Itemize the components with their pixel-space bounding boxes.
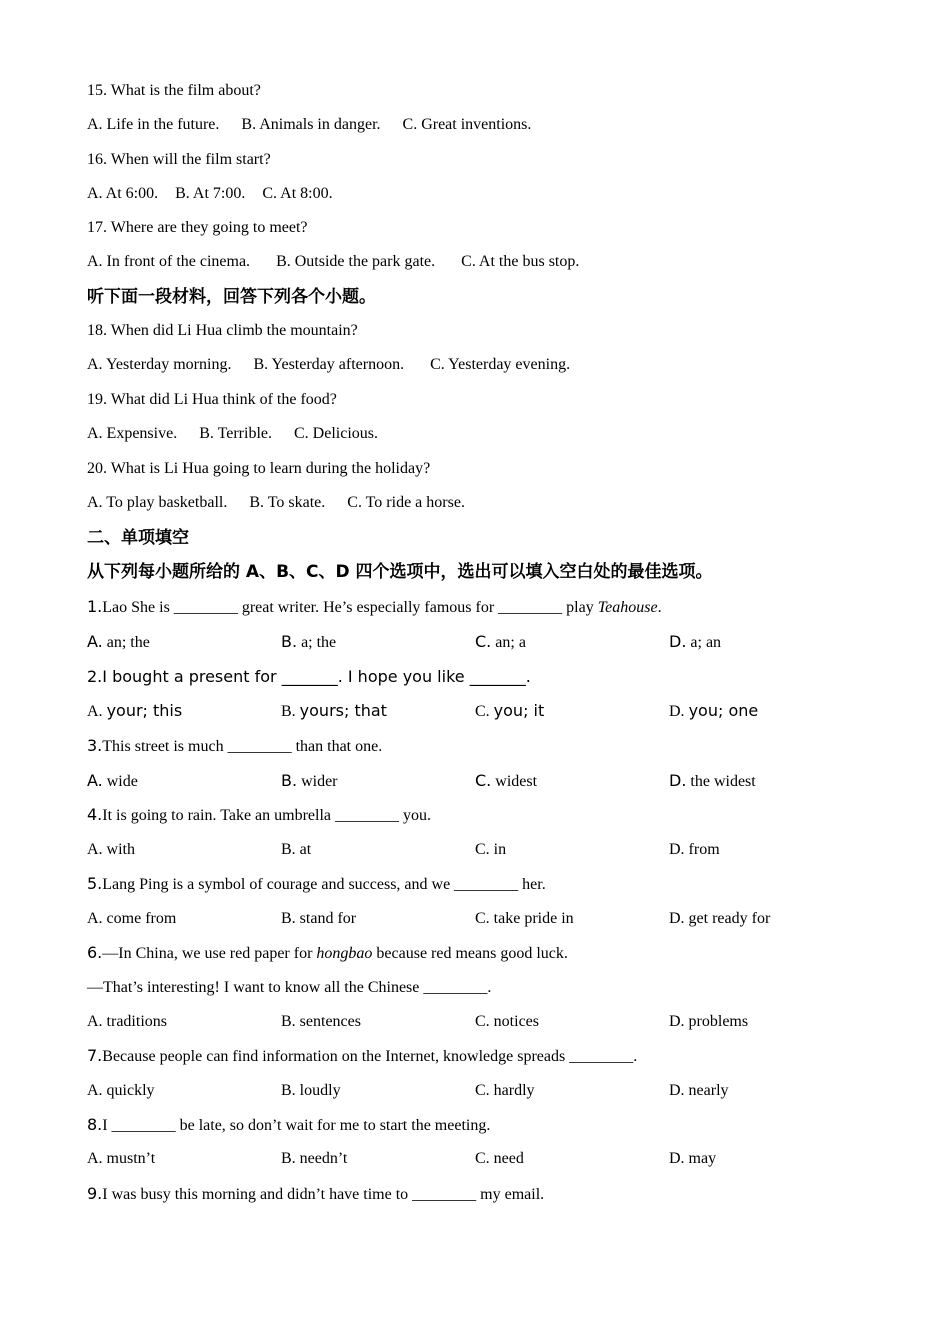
mc-question-4 bbox=[87, 805, 431, 826]
question-15-options bbox=[87, 115, 531, 135]
option-a: A. Expensive. bbox=[87, 425, 178, 442]
mc-question-5 bbox=[87, 874, 546, 895]
question-stem: —In China, we use red paper for bbox=[102, 945, 317, 962]
option-a: A. come from bbox=[87, 910, 177, 927]
question-stem: Lao She is ________ great writer. He’s especially famous for ________ play bbox=[102, 599, 598, 616]
question-15-stem: 15. What is the film about? bbox=[87, 82, 261, 99]
question-stem-end: because red means good luck. bbox=[372, 945, 568, 962]
mc-question-8 bbox=[87, 1115, 490, 1136]
option-b: B. needn’t bbox=[281, 1150, 348, 1167]
question-17-stem: 17. Where are they going to meet? bbox=[87, 219, 308, 236]
option-c: C. widest bbox=[475, 771, 538, 790]
option-b: B. Yesterday afternoon. bbox=[253, 356, 405, 373]
option-a: A. with bbox=[87, 841, 135, 858]
question-number: 5. bbox=[87, 874, 103, 893]
question-stem: Because people can find information on the Internet, knowledge spreads ________. bbox=[102, 1048, 638, 1065]
question-stem: Lang Ping is a symbol of courage and success, and we ________ her. bbox=[102, 876, 546, 893]
option-b: B. a; the bbox=[281, 632, 337, 651]
option-a: A. traditions bbox=[87, 1013, 167, 1030]
option-a: A. Life in the future. bbox=[87, 116, 220, 133]
question-stem-end: . bbox=[657, 599, 662, 616]
question-number: 8. bbox=[87, 1115, 103, 1134]
option-d: D. get ready for bbox=[669, 910, 771, 927]
option-c: C. hardly bbox=[475, 1082, 535, 1099]
mc-question-4-options bbox=[87, 840, 867, 860]
option-a: A. wide bbox=[87, 771, 138, 790]
option-a: A. an; the bbox=[87, 632, 150, 651]
question-19-stem: 19. What did Li Hua think of the food? bbox=[87, 391, 337, 408]
mc-question-8-options bbox=[87, 1149, 867, 1169]
option-c: C. an; a bbox=[475, 632, 526, 651]
question-16-stem: 16. When will the film start? bbox=[87, 151, 271, 168]
option-b: B. sentences bbox=[281, 1013, 361, 1030]
question-18-stem: 18. When did Li Hua climb the mountain? bbox=[87, 322, 358, 339]
option-c: C. At 8:00. bbox=[262, 185, 333, 202]
option-b: B. loudly bbox=[281, 1082, 341, 1099]
option-c: C. Delicious. bbox=[294, 425, 378, 442]
question-19-options bbox=[87, 424, 378, 444]
mc-question-6 bbox=[87, 943, 568, 964]
mc-question-9 bbox=[87, 1184, 544, 1205]
option-c: C. At the bus stop. bbox=[461, 253, 580, 270]
option-a: A. mustn’t bbox=[87, 1150, 156, 1167]
question-stem: It is going to rain. Take an umbrella ________ you. bbox=[102, 807, 432, 824]
option-d: D. nearly bbox=[669, 1082, 729, 1099]
option-b: B. stand for bbox=[281, 910, 357, 927]
mc-question-2 bbox=[87, 667, 531, 687]
option-a: A. In front of the cinema. bbox=[87, 253, 251, 270]
question-20-stem: 20. What is Li Hua going to learn during the holiday? bbox=[87, 460, 431, 477]
mc-question-6-reply: —That’s interesting! I want to know all the Chinese ________. bbox=[87, 979, 492, 996]
option-d: D. from bbox=[669, 841, 720, 858]
mc-question-2-options bbox=[87, 701, 867, 721]
question-stem: This street is much ________ than that one. bbox=[102, 738, 383, 755]
question-17-options bbox=[87, 252, 579, 272]
option-c: C. Great inventions. bbox=[402, 116, 532, 133]
question-number: 2. bbox=[87, 667, 103, 686]
option-a: A. quickly bbox=[87, 1082, 155, 1099]
question-number: 6. bbox=[87, 943, 103, 962]
question-stem: I bought a present for _______. I hope you like _______. bbox=[102, 667, 531, 686]
option-b: B. Outside the park gate. bbox=[276, 253, 436, 270]
question-stem-italic: hongbao bbox=[316, 945, 373, 962]
option-d: D. you; one bbox=[669, 701, 759, 720]
question-20-options bbox=[87, 493, 465, 513]
mc-question-6-options bbox=[87, 1012, 867, 1032]
section-instruction: 从下列每小题所给的 A、B、C、D 四个选项中，选出可以填入空白处的最佳选项。 bbox=[87, 562, 713, 582]
option-c: C. notices bbox=[475, 1013, 539, 1030]
option-b: B. Animals in danger. bbox=[241, 116, 381, 133]
option-a: A. Yesterday morning. bbox=[87, 356, 232, 373]
question-16-options bbox=[87, 184, 333, 204]
question-stem: I was busy this morning and didn’t have time to ________ my email. bbox=[102, 1186, 545, 1203]
question-number: 3. bbox=[87, 736, 103, 755]
question-18-options bbox=[87, 355, 570, 375]
question-stem-italic: Teahouse bbox=[597, 599, 658, 616]
mc-question-7 bbox=[87, 1046, 637, 1067]
option-b: B. Terrible. bbox=[199, 425, 272, 442]
mc-question-7-options bbox=[87, 1081, 867, 1101]
option-d: D. a; an bbox=[669, 632, 722, 651]
listening-instruction: 听下面一段材料，回答下列各个小题。 bbox=[87, 287, 376, 307]
option-c: C. To ride a horse. bbox=[347, 494, 465, 511]
option-a: A. your; this bbox=[87, 701, 183, 720]
question-number: 4. bbox=[87, 805, 103, 824]
option-b: B. at bbox=[281, 841, 312, 858]
mc-question-3-options bbox=[87, 771, 867, 791]
mc-question-1-options bbox=[87, 632, 867, 652]
question-stem: I ________ be late, so don’t wait for me to start the meeting. bbox=[102, 1117, 491, 1134]
mc-question-1 bbox=[87, 597, 662, 618]
question-number: 9. bbox=[87, 1184, 103, 1203]
option-c: C. Yesterday evening. bbox=[430, 356, 571, 373]
option-d: D. problems bbox=[669, 1013, 749, 1030]
question-number: 7. bbox=[87, 1046, 103, 1065]
option-b: B. At 7:00. bbox=[175, 185, 246, 202]
option-c: C. take pride in bbox=[475, 910, 574, 927]
option-b: B. yours; that bbox=[281, 701, 387, 720]
option-a: A. To play basketball. bbox=[87, 494, 228, 511]
option-b: B. wider bbox=[281, 771, 338, 790]
section-title: 二、单项填空 bbox=[87, 528, 189, 548]
option-c: C. need bbox=[475, 1150, 524, 1167]
option-b: B. To skate. bbox=[249, 494, 326, 511]
option-c: C. you; it bbox=[475, 701, 545, 720]
option-d: D. the widest bbox=[669, 771, 756, 790]
question-number: 1. bbox=[87, 597, 103, 616]
option-a: A. At 6:00. bbox=[87, 185, 159, 202]
option-c: C. in bbox=[475, 841, 507, 858]
mc-question-5-options bbox=[87, 909, 867, 929]
mc-question-3 bbox=[87, 736, 382, 757]
option-d: D. may bbox=[669, 1150, 717, 1167]
